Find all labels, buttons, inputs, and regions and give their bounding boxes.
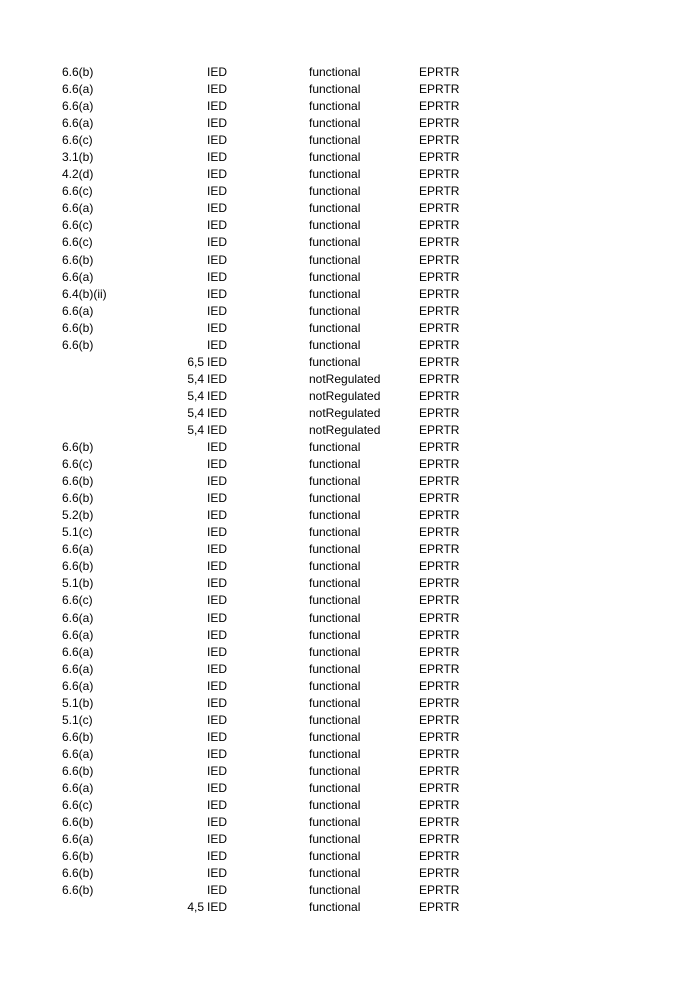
activity-code-cell: 6.6(c) [62,218,93,233]
activity-code-cell: 6.6(b) [62,815,94,830]
directive-cell: IED [207,218,228,233]
directive-cell: IED [207,883,228,898]
register-cell: EPRTR [419,269,460,284]
table-row [0,439,700,456]
activity-code-cell: 6.6(c) [62,457,93,472]
activity-code-cell: 4.2(d) [62,167,94,182]
status-cell: functional [309,457,361,472]
status-cell: functional [309,184,361,199]
status-cell: functional [309,320,361,335]
directive-cell: IED [207,99,228,114]
directive-cell: IED [207,849,228,864]
register-cell: EPRTR [419,627,460,642]
numeric-code-cell: 4,5 [187,900,204,915]
directive-cell: IED [207,491,228,506]
activity-code-cell: 6.6(a) [62,542,94,557]
activity-code-cell: 6.6(a) [62,99,94,114]
directive-cell: IED [207,678,228,693]
register-cell: EPRTR [419,576,460,591]
status-cell: functional [309,269,361,284]
directive-cell: IED [207,405,228,420]
table-row [0,303,700,320]
register-cell: EPRTR [419,218,460,233]
table-row [0,627,700,644]
activity-code-cell: 6.6(b) [62,320,94,335]
activity-code-cell: 6.6(b) [62,763,94,778]
directive-cell: IED [207,371,228,386]
status-cell: functional [309,133,361,148]
status-cell: functional [309,798,361,813]
status-cell: functional [309,815,361,830]
register-cell: EPRTR [419,695,460,710]
directive-cell: IED [207,82,228,97]
table-row [0,64,700,81]
directive-cell: IED [207,303,228,318]
status-cell: functional [309,746,361,761]
status-cell: functional [309,491,361,506]
activity-code-cell: 6.6(a) [62,269,94,284]
directive-cell: IED [207,610,228,625]
directive-cell: IED [207,746,228,761]
register-cell: EPRTR [419,371,460,386]
status-cell: functional [309,354,361,369]
data-table [0,64,700,916]
directive-cell: IED [207,576,228,591]
directive-cell: IED [207,286,228,301]
register-cell: EPRTR [419,133,460,148]
activity-code-cell: 6.6(a) [62,644,94,659]
table-row [0,831,700,848]
table-row [0,405,700,422]
register-cell: EPRTR [419,167,460,182]
table-row [0,712,700,729]
table-row [0,456,700,473]
status-cell: functional [309,116,361,131]
table-row [0,200,700,217]
table-row [0,422,700,439]
status-cell: functional [309,900,361,915]
table-row [0,729,700,746]
directive-cell: IED [207,337,228,352]
register-cell: EPRTR [419,593,460,608]
register-cell: EPRTR [419,559,460,574]
register-cell: EPRTR [419,883,460,898]
directive-cell: IED [207,150,228,165]
register-cell: EPRTR [419,763,460,778]
numeric-code-cell: 5,4 [187,405,204,420]
status-cell: functional [309,440,361,455]
status-cell: functional [309,849,361,864]
numeric-code-cell: 5,4 [187,371,204,386]
status-cell: functional [309,150,361,165]
status-cell: functional [309,559,361,574]
activity-code-cell: 6.6(a) [62,746,94,761]
table-row [0,98,700,115]
status-cell: functional [309,576,361,591]
status-cell: notRegulated [309,371,381,386]
table-row [0,865,700,882]
register-cell: EPRTR [419,832,460,847]
register-cell: EPRTR [419,491,460,506]
directive-cell: IED [207,627,228,642]
table-row [0,371,700,388]
activity-code-cell: 6.6(a) [62,678,94,693]
status-cell: functional [309,780,361,795]
directive-cell: IED [207,559,228,574]
numeric-code-cell: 6,5 [187,354,204,369]
status-cell: functional [309,678,361,693]
directive-cell: IED [207,235,228,250]
register-cell: EPRTR [419,746,460,761]
register-cell: EPRTR [419,201,460,216]
table-row [0,183,700,200]
table-row [0,899,700,916]
register-cell: EPRTR [419,405,460,420]
activity-code-cell: 6.6(b) [62,440,94,455]
status-cell: functional [309,337,361,352]
directive-cell: IED [207,201,228,216]
table-row [0,610,700,627]
status-cell: functional [309,218,361,233]
directive-cell: IED [207,815,228,830]
directive-cell: IED [207,729,228,744]
register-cell: EPRTR [419,286,460,301]
directive-cell: IED [207,167,228,182]
directive-cell: IED [207,422,228,437]
register-cell: EPRTR [419,474,460,489]
register-cell: EPRTR [419,780,460,795]
table-row [0,337,700,354]
table-row [0,149,700,166]
directive-cell: IED [207,780,228,795]
activity-code-cell: 6.6(a) [62,116,94,131]
directive-cell: IED [207,457,228,472]
status-cell: functional [309,303,361,318]
numeric-code-cell: 5,4 [187,422,204,437]
status-cell: functional [309,525,361,540]
activity-code-cell: 6.6(c) [62,593,93,608]
activity-code-cell: 6.6(b) [62,883,94,898]
register-cell: EPRTR [419,542,460,557]
register-cell: EPRTR [419,644,460,659]
register-cell: EPRTR [419,150,460,165]
activity-code-cell: 6.6(b) [62,849,94,864]
numeric-code-cell: 5,4 [187,388,204,403]
status-cell: functional [309,763,361,778]
register-cell: EPRTR [419,303,460,318]
table-row [0,490,700,507]
status-cell: functional [309,286,361,301]
table-row [0,132,700,149]
table-row [0,763,700,780]
table-row [0,320,700,337]
directive-cell: IED [207,712,228,727]
register-cell: EPRTR [419,440,460,455]
table-row [0,234,700,251]
activity-code-cell: 5.1(c) [62,712,93,727]
directive-cell: IED [207,269,228,284]
status-cell: functional [309,712,361,727]
directive-cell: IED [207,65,228,79]
directive-cell: IED [207,320,228,335]
table-row [0,217,700,234]
activity-code-cell: 6.6(b) [62,337,94,352]
register-cell: EPRTR [419,729,460,744]
activity-code-cell: 6.6(b) [62,559,94,574]
table-row [0,507,700,524]
status-cell: functional [309,661,361,676]
register-cell: EPRTR [419,252,460,267]
activity-code-cell: 6.6(b) [62,252,94,267]
register-cell: EPRTR [419,525,460,540]
register-cell: EPRTR [419,457,460,472]
status-cell: functional [309,167,361,182]
status-cell: notRegulated [309,405,381,420]
status-cell: functional [309,610,361,625]
register-cell: EPRTR [419,99,460,114]
status-cell: functional [309,65,361,79]
directive-cell: IED [207,900,228,915]
directive-cell: IED [207,440,228,455]
status-cell: functional [309,82,361,97]
register-cell: EPRTR [419,82,460,97]
directive-cell: IED [207,832,228,847]
directive-cell: IED [207,798,228,813]
directive-cell: IED [207,474,228,489]
directive-cell: IED [207,116,228,131]
register-cell: EPRTR [419,866,460,881]
activity-code-cell: 5.1(b) [62,695,94,710]
activity-code-cell: 3.1(b) [62,150,94,165]
activity-code-cell: 6.6(a) [62,201,94,216]
table-row [0,797,700,814]
directive-cell: IED [207,695,228,710]
table-row [0,695,700,712]
directive-cell: IED [207,388,228,403]
register-cell: EPRTR [419,320,460,335]
activity-code-cell: 6.6(a) [62,610,94,625]
directive-cell: IED [207,763,228,778]
activity-code-cell: 6.6(a) [62,627,94,642]
register-cell: EPRTR [419,678,460,693]
table-row [0,661,700,678]
table-row [0,746,700,763]
status-cell: functional [309,252,361,267]
table-row [0,286,700,303]
activity-code-cell: 5.2(b) [62,508,94,523]
directive-cell: IED [207,508,228,523]
directive-cell: IED [207,866,228,881]
table-row [0,814,700,831]
activity-code-cell: 6.6(b) [62,491,94,506]
directive-cell: IED [207,354,228,369]
register-cell: EPRTR [419,235,460,250]
status-cell: functional [309,644,361,659]
register-cell: EPRTR [419,508,460,523]
register-cell: EPRTR [419,354,460,369]
register-cell: EPRTR [419,337,460,352]
table-row [0,644,700,661]
table-row [0,115,700,132]
register-cell: EPRTR [419,184,460,199]
register-cell: EPRTR [419,65,460,79]
activity-code-cell: 6.6(b) [62,474,94,489]
table-row [0,780,700,797]
table-row [0,388,700,405]
activity-code-cell: 6.6(b) [62,866,94,881]
table-row [0,524,700,541]
activity-code-cell: 6.6(a) [62,303,94,318]
status-cell: notRegulated [309,388,381,403]
directive-cell: IED [207,593,228,608]
table-row [0,558,700,575]
activity-code-cell: 6.6(b) [62,65,94,79]
activity-code-cell: 6.4(b)(ii) [62,286,107,301]
register-cell: EPRTR [419,849,460,864]
status-cell: functional [309,474,361,489]
directive-cell: IED [207,542,228,557]
register-cell: EPRTR [419,900,460,915]
table-row [0,81,700,98]
table-row [0,166,700,183]
table-row [0,575,700,592]
status-cell: notRegulated [309,422,381,437]
register-cell: EPRTR [419,610,460,625]
status-cell: functional [309,593,361,608]
status-cell: functional [309,508,361,523]
activity-code-cell: 6.6(c) [62,184,93,199]
directive-cell: IED [207,184,228,199]
activity-code-cell: 6.6(b) [62,729,94,744]
activity-code-cell: 6.6(a) [62,832,94,847]
register-cell: EPRTR [419,815,460,830]
activity-code-cell: 6.6(c) [62,133,93,148]
table-row [0,269,700,286]
directive-cell: IED [207,525,228,540]
register-cell: EPRTR [419,798,460,813]
status-cell: functional [309,883,361,898]
status-cell: functional [309,866,361,881]
register-cell: EPRTR [419,116,460,131]
activity-code-cell: 6.6(c) [62,235,93,250]
register-cell: EPRTR [419,661,460,676]
status-cell: functional [309,235,361,250]
status-cell: functional [309,627,361,642]
register-cell: EPRTR [419,712,460,727]
directive-cell: IED [207,644,228,659]
activity-code-cell: 6.6(a) [62,82,94,97]
status-cell: functional [309,832,361,847]
register-cell: EPRTR [419,388,460,403]
status-cell: functional [309,201,361,216]
status-cell: functional [309,729,361,744]
table-row [0,882,700,899]
table-row [0,678,700,695]
activity-code-cell: 5.1(c) [62,525,93,540]
table-row [0,541,700,558]
directive-cell: IED [207,252,228,267]
directive-cell: IED [207,661,228,676]
table-row [0,252,700,269]
status-cell: functional [309,695,361,710]
activity-code-cell: 6.6(a) [62,780,94,795]
register-cell: EPRTR [419,422,460,437]
table-row [0,848,700,865]
table-row [0,473,700,490]
status-cell: functional [309,542,361,557]
activity-code-cell: 6.6(a) [62,661,94,676]
activity-code-cell: 5.1(b) [62,576,94,591]
table-row [0,354,700,371]
directive-cell: IED [207,133,228,148]
activity-code-cell: 6.6(c) [62,798,93,813]
table-row [0,592,700,609]
status-cell: functional [309,99,361,114]
